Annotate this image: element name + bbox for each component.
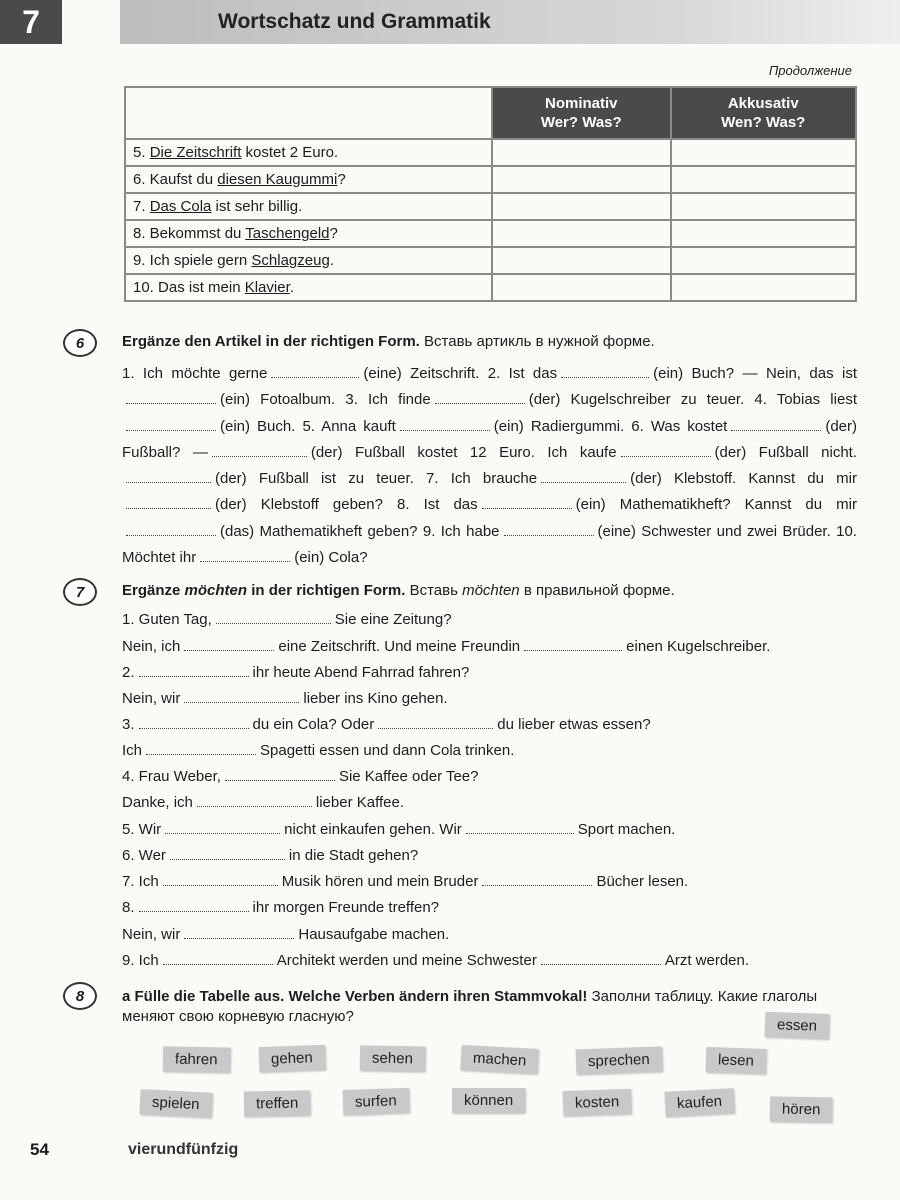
blank[interactable] [561,365,649,378]
akkusativ-cell[interactable] [671,247,856,274]
page-header [0,0,900,48]
blank[interactable] [200,549,290,562]
blank[interactable] [212,444,307,457]
blank[interactable] [197,794,312,807]
verb-card[interactable]: sprechen [576,1047,663,1075]
nominativ-cell[interactable] [492,274,671,301]
exercise-line: Ich Spagetti essen und dann Cola trinken. [122,742,515,759]
blank[interactable] [146,742,256,755]
verb-card[interactable]: lesen [706,1047,767,1074]
akkusativ-cell[interactable] [671,274,856,301]
blank[interactable] [126,523,216,536]
blank[interactable] [126,470,211,483]
exercise-line: 9. Ich Architekt werden und meine Schwester Arzt werden. [122,952,750,969]
blank[interactable] [731,418,821,431]
verb-card[interactable]: kaufen [664,1088,734,1117]
table-row [125,247,856,274]
table-corner [125,87,492,139]
nominativ-cell[interactable] [492,166,671,193]
akkusativ-cell[interactable] [671,166,856,193]
blank[interactable] [139,664,249,677]
page-number-word: vierundfünfzig [128,1141,239,1158]
task-6-text: 1. Ich möchte gerne (eine) Zeitschrift. 2. Ist das (ein) Buch? — Nein, das ist(ein) Fotoalbum. 3. Ich finde (der) Kugelschreiber zu teuer. 4. Tobias liest(ein) Buch. 5. Anna kauft (ein) Radiergummi. 6. Was kostet (der) Fußball? — (der) Fußball kostet 12 Euro. Ich kaufe (der) Fußball nicht.(der) Fußball ist zu teuer. 7. Ich brauche (der) Klebstoff. Kannst du mir(der) Klebstoff geben? 8. Ist das (ein) Mathematikheft? Kannst du mir(das) Mathematikheft geben? 9. Ich habe (eine) Schwester und zwei Brüder. 10. Möchtet ihr (ein) Cola? [122,365,858,567]
verb-card[interactable]: fahren [163,1046,230,1072]
exercise-line: Nein, wir Hausaufgabe machen. [122,926,450,943]
task-number-6: 6 [63,329,97,357]
blank[interactable] [435,391,525,404]
blank[interactable] [466,821,574,834]
header-nominativ: Nominativ Wer? Was? [492,87,671,139]
blank[interactable] [139,899,249,912]
task-number-8: 8 [63,982,97,1010]
blank[interactable] [184,926,294,939]
verb-card[interactable]: kosten [563,1089,632,1116]
akkusativ-cell[interactable] [671,139,856,166]
exercise-line: Nein, wir lieber ins Kino gehen. [122,690,448,707]
blank[interactable] [524,638,622,651]
sentence-cell: 9. Ich spiele gern Schlagzeug. [125,247,492,274]
nominativ-cell[interactable] [492,139,671,166]
blank[interactable] [126,391,216,404]
akkusativ-cell[interactable] [671,193,856,220]
continuation-label: Продолжение [768,63,852,78]
blank[interactable] [163,873,278,886]
blank[interactable] [216,611,331,624]
blank[interactable] [482,496,572,509]
sentence-cell: 6. Kaufst du diesen Kaugummi? [125,166,492,193]
blank[interactable] [378,716,493,729]
blank[interactable] [126,496,211,509]
task-number-7: 7 [63,578,97,606]
nominativ-cell[interactable] [492,220,671,247]
page-title: Wortschatz und Grammatik [218,10,491,33]
exercise-line: Danke, ich lieber Kaffee. [122,794,404,811]
verb-card[interactable]: sehen [360,1045,425,1071]
verb-card[interactable]: hören [770,1096,833,1122]
page-number: 54 [30,1140,49,1159]
verb-card[interactable]: surfen [343,1088,410,1115]
table-row [125,274,856,301]
verb-card[interactable]: gehen [259,1045,326,1072]
task-8-title: a Fülle die Tabelle aus. Welche Verben ändern ihren Stammvokal! Заполни таблицу. Какие глаголы меняют свою корневую гласную? [122,988,818,1025]
blank[interactable] [184,638,274,651]
blank[interactable] [170,847,285,860]
exercise-line: 1. Guten Tag, Sie eine Zeitung? [122,611,452,628]
blank[interactable] [184,690,299,703]
table-row [125,220,856,247]
table-row [125,193,856,220]
verb-card[interactable]: können [452,1088,525,1113]
exercise-line: 6. Wer in die Stadt gehen? [122,847,419,864]
sentence-cell: 10. Das ist mein Klavier. [125,274,492,301]
verb-card[interactable]: treffen [244,1090,311,1116]
sentence-cell: 5. Die Zeitschrift kostet 2 Euro. [125,139,492,166]
blank[interactable] [126,418,216,431]
exercise-line: 2. ihr heute Abend Fahrrad fahren? [122,664,470,681]
blank[interactable] [165,821,280,834]
verb-card[interactable]: essen [765,1012,830,1039]
nominativ-cell[interactable] [492,193,671,220]
exercise-line: Nein, ich eine Zeitschrift. Und meine Freundin einen Kugelschreiber. [122,638,771,655]
blank[interactable] [163,952,273,965]
case-table [124,86,857,302]
blank[interactable] [400,418,490,431]
blank[interactable] [225,768,335,781]
task-6-title: Ergänze den Artikel in der richtigen Form. Вставь артикль в нужной форме. [122,333,655,350]
verb-card[interactable]: spielen [139,1089,212,1118]
table-row [125,139,856,166]
verb-card[interactable]: machen [460,1045,539,1074]
exercise-line: 7. Ich Musik hören und mein Bruder Bücher lesen. [122,873,689,890]
chapter-number: 7 [0,0,62,44]
blank[interactable] [541,952,661,965]
blank[interactable] [271,365,359,378]
sentence-cell: 7. Das Cola ist sehr billig. [125,193,492,220]
blank[interactable] [621,444,711,457]
blank[interactable] [504,523,594,536]
table-row [125,166,856,193]
exercise-line: 4. Frau Weber, Sie Kaffee oder Tee? [122,768,479,785]
sentence-cell: 8. Bekommst du Taschengeld? [125,220,492,247]
header-akkusativ: Akkusativ Wen? Was? [671,87,856,139]
blank[interactable] [541,470,626,483]
blank[interactable] [139,716,249,729]
akkusativ-cell[interactable] [671,220,856,247]
nominativ-cell[interactable] [492,247,671,274]
blank[interactable] [482,873,592,886]
exercise-line: 8. ihr morgen Freunde treffen? [122,899,440,916]
task-7-title: Ergänze möchten in der richtigen Form. Вставь möchten в правильной форме. [122,582,675,599]
exercise-line: 5. Wir nicht einkaufen gehen. Wir Sport machen. [122,821,676,838]
exercise-line: 3. du ein Cola? Oder du lieber etwas essen? [122,716,651,733]
